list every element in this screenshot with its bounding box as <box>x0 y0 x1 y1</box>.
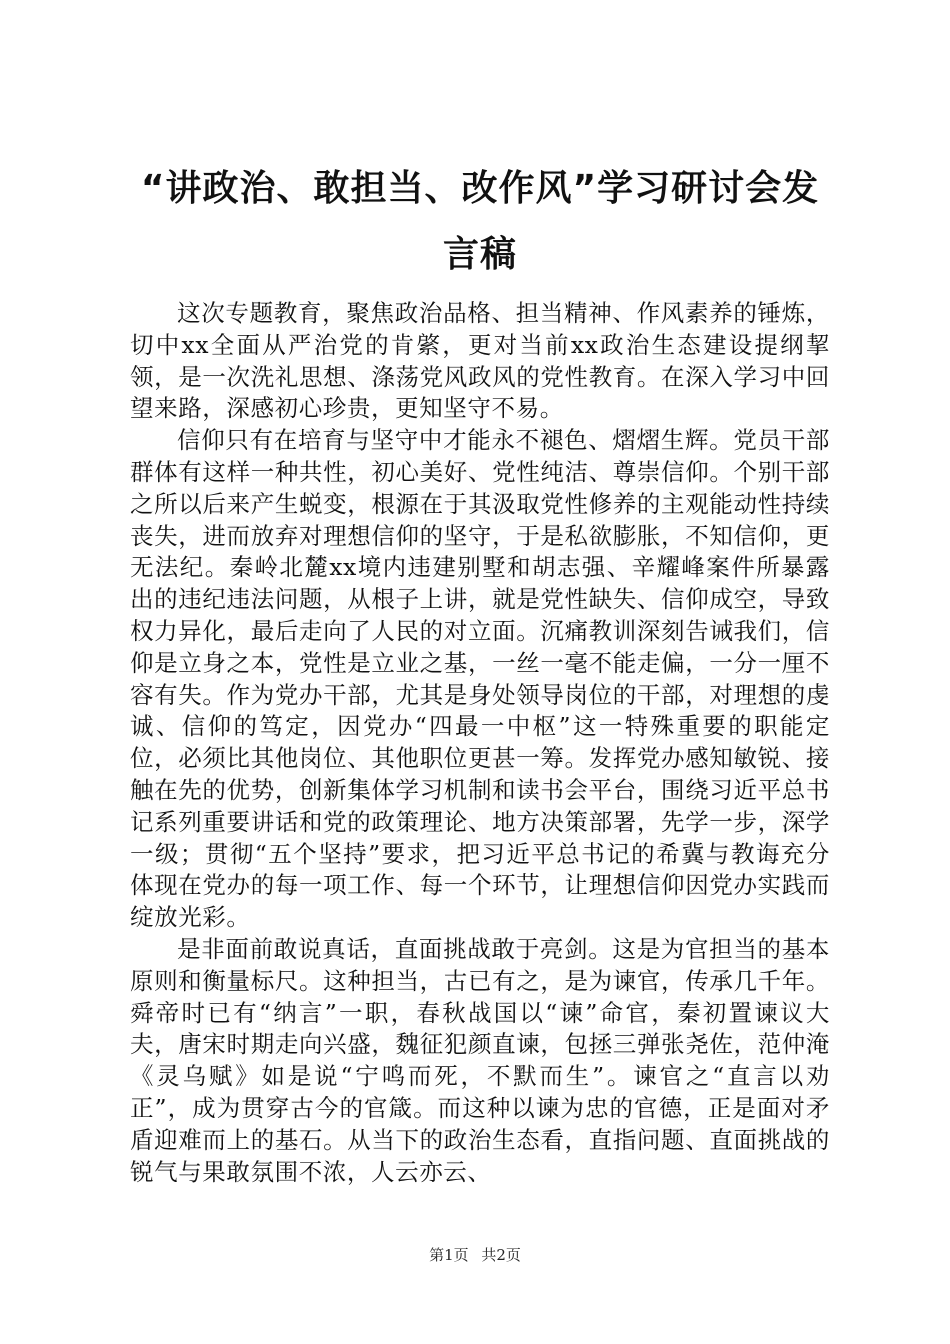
document-body <box>130 298 830 1188</box>
document-title: “讲政治、敢担当、改作风”学习研讨会发言稿 <box>140 168 820 275</box>
paragraph: 是非面前敢说真话，直面挑战敢于亮剑。这是为官担当的基本原则和衡量标尺。这种担当，古已有之，是为谏官，传承几千年。舜帝时已有“纳言”一职，春秋战国以“谏”命官，秦初置谏议大夫，唐宋时期走向兴盛，魏征犯颜直谏，包拯三弹张尧佐，范仲淹《灵乌赋》如是说“宁鸣而死，不默而生”。谏官之“直言以劝正”，成为贯穿古今的官箴。而这种以谏为忠的官德，正是面对矛盾迎难而上的基石。从当下的政治生态看，直指问题、直面挑战的锐气与果敢氛围不浓，人云亦云、 <box>130 934 830 1186</box>
page-total: 共2页 <box>481 1246 521 1264</box>
paragraph: 这次专题教育，聚焦政治品格、担当精神、作风素养的锤炼，切中xx全面从严治党的肯綮，更对当前xx政治生态建设提纲挈领，是一次洗礼思想、涤荡党风政风的党性教育。在深入学习中回望来路，深感初心珍贵，更知坚守不易。 <box>130 299 830 423</box>
page-footer <box>0 1245 950 1265</box>
paragraph: 信仰只有在培育与坚守中才能永不褪色、熠熠生辉。党员干部群体有这样一种共性，初心美好、党性纯洁、尊崇信仰。个别干部之所以后来产生蜕变，根源在于其汲取党性修养的主观能动性持续丧失，进而放弃对理想信仰的坚守，于是私欲膨胀，不知信仰，更无法纪。秦岭北麓xx境内违建别墅和胡志强、辛耀峰案件所暴露出的违纪违法问题，从根子上讲，就是党性缺失、信仰成空，导致权力异化，最后走向了人民的对立面。沉痛教训深刻告诫我们，信仰是立身之本，党性是立业之基，一丝一毫不能走偏，一分一厘不容有失。作为党办干部，尤其是身处领导岗位的干部，对理想的虔诚、信仰的笃定，因党办“四最一中枢”这一特殊重要的职能定位，必须比其他岗位、其他职位更甚一筹。发挥党办感知敏锐、接触在先的优势，创新集体学习机制和读书会平台，围绕习近平总书记系列重要讲话和党的政策理论、地方决策部署，先学一步，深学一级；贯彻“五个坚持”要求，把习近平总书记的希冀与教诲充分体现在党办的每一项工作、每一个环节，让理想信仰因党办实践而绽放光彩。 <box>130 426 830 932</box>
page-number: 第1页 <box>429 1246 469 1264</box>
